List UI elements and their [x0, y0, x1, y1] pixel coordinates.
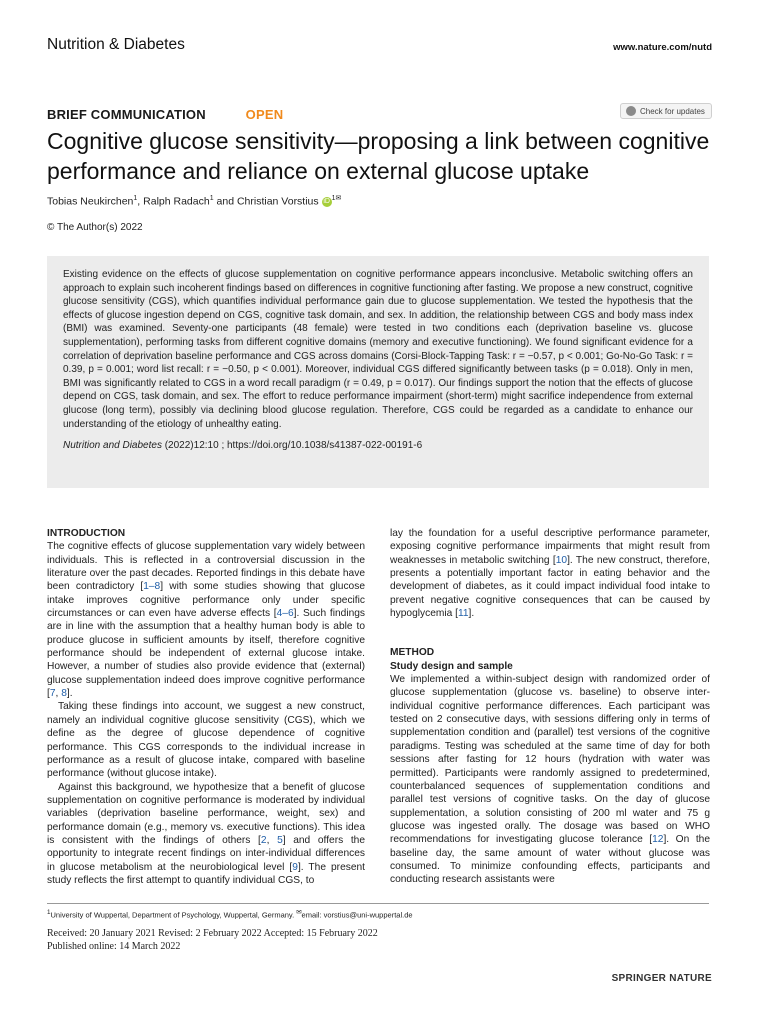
text-span: ] with some studies showing that glucose intake improves cognitive performance only under specific circumstances or can even have adverse effects [	[47, 581, 365, 620]
article-title: Cognitive glucose sensitivity—proposing a link between cognitive performance and reliance on external glucose uptake	[47, 128, 710, 184]
affiliation-marker: 1	[209, 195, 214, 202]
citation-line	[63, 440, 693, 451]
reference-link[interactable]: 10	[555, 554, 568, 566]
left-column	[47, 527, 365, 887]
article-dates	[47, 927, 378, 953]
citation-doi[interactable]: (2022)12:10 ; https://doi.org/10.1038/s41387-022-00191-6	[161, 440, 423, 452]
paragraph: Taking these findings into account, we suggest a new construct, namely an individual cognitive glucose sensitivity (CGS), which we define as the degree of glucose dependence of cognitive performance. This CGS corresponds to the individual increase in performance as a result of glucose intake, compared with baseline performance (without glucose intake).	[47, 701, 365, 780]
reference-link[interactable]: 8	[61, 688, 67, 700]
citation-journal: Nutrition and Diabetes	[63, 440, 162, 452]
footnote-divider	[47, 903, 709, 904]
text-span: ,	[55, 688, 62, 700]
received-dates: Received: 20 January 2021 Revised: 2 February 2022 Accepted: 15 February 2022	[47, 928, 378, 939]
text-span: ].	[66, 688, 73, 700]
text-span: We implemented a within-subject design with randomized order of glucose supplementation (glucose vs. baseline) to observe inter-individual cognitive performance differences. Each participant was tested on 2 consecutive days, with sessions differing only in terms of supplementation condition and (parallel) test versions of the cognitive paradigms. Testing was scheduled at the same time of day for both sessions after fasting for 12 hours (hydration with water was permitted). Participants were randomly assigned to predetermined, counterbalanced sequences of supplementation conditions and parallel test versions of cognitive tasks. On the day of glucose supplementation, a solution consisting of 200 ml water and 75 g glucose was ingested orally. The dosage was based on WHO recommendations for investigating glucose tolerance [	[390, 674, 710, 846]
orcid-icon[interactable]: iD	[323, 197, 330, 205]
author-list	[47, 194, 341, 208]
affiliation-footnote	[47, 909, 413, 920]
abstract-box	[47, 256, 709, 488]
affiliation-marker: 1	[133, 195, 138, 202]
section-heading-introduction: INTRODUCTION	[47, 528, 126, 539]
reference-link[interactable]: 11	[457, 608, 469, 620]
reference-link[interactable]: 5	[277, 834, 283, 846]
open-access-badge: OPEN	[245, 107, 284, 122]
affiliation-marker: 1✉	[331, 195, 342, 202]
text-span: ]. The new construct, therefore, presents a potentially important factor in eating behavior and the development of diabetes, as it could impact individual food intake to prevent negative cognitive consequences that can be caused by hypoglycemia [	[390, 554, 710, 620]
affiliation-marker: 1	[47, 909, 51, 916]
reference-link[interactable]: 4–6	[276, 608, 294, 620]
author-name[interactable]: Ralph Radach	[143, 195, 210, 208]
paragraph	[47, 781, 365, 888]
published-date: Published online: 14 March 2022	[47, 941, 181, 952]
text-span: ] and offers the opportunity to integrate recent findings on inter-individual differences in glucose metabolism at the neurobiological level [	[47, 834, 365, 873]
refresh-icon	[626, 106, 636, 116]
reference-link[interactable]: 1–8	[143, 581, 161, 593]
publisher-logo: SPRINGER NATURE	[611, 973, 712, 984]
author-separator: ,	[137, 195, 144, 208]
check-for-updates-label: Check for updates	[640, 106, 705, 116]
text-span: ]. The present study reflects the first attempt to quantify individual CGS, to	[47, 861, 365, 886]
right-column	[390, 527, 710, 887]
journal-name: Nutrition & Diabetes	[47, 36, 185, 53]
abstract-text: Existing evidence on the effects of glucose supplementation on cognitive performance appears inconclusive. Metabolic switching offers an approach to explain such incoherent findings based on differences in cognitive functioning after fasting. We propose a new construct, cognitive glucose sensitivity (CGS), which quantifies individual performance gain due to glucose supplementation. We tested the hypothesis that the effects of glucose ingestion depend on CGS, cognitive task domain, and sex. In addition, the relationship between CGS and body mass index (BMI) was examined. Seventy-one participants (48 female) were tested in two conditions each (deprivation baseline vs. glucose supplementation), performing tasks from different cognitive domains (memory and executive functioning). We found significant evidence for a correlation of deprivation baseline performance and CGS across domains (Corsi-Block-Tapping Task: r = −0.57, p < 0.001; Go-No-Go Task: r = 0.39, p = 0.001; word list recall: r = −0.50, p < 0.001). Moreover, individual CGS differed significantly between tasks (p = 0.018). Only in men, BMI was significantly related to CGS in a word recall paradigm (r = 0.49, p = 0.017). Our findings support the notion that the effects of glucose depend on CGS, task domain, and sex. The effort to reduce performance impairment (short-term) might sacrifice independence from external glucose (long term), possibly via declining blood glucose regulation. Therefore, CGS could be regarded as a candidate to enhance our understanding of the etiology of unhealthy eating.	[63, 269, 693, 430]
article-type-row	[47, 107, 283, 122]
copyright-notice: © The Author(s) 2022	[47, 222, 143, 233]
check-for-updates-button[interactable]	[620, 103, 712, 119]
section-heading-method: METHOD	[390, 647, 435, 659]
paragraph	[390, 527, 710, 620]
envelope-icon: ✉	[296, 909, 302, 916]
reference-link[interactable]: 7	[49, 688, 56, 700]
text-span: ]. On the baseline day, the same amount of water without glucose was consumed. To minimize confounding effects, participants and conducting research assistants were	[390, 834, 710, 886]
author-name[interactable]: Christian Vorstius	[236, 195, 319, 208]
paragraph	[390, 673, 710, 887]
text-span: ,	[266, 834, 278, 846]
affiliation-text: University of Wuppertal, Department of Psychology, Wuppertal, Germany.	[50, 910, 297, 920]
text-span: ].	[468, 608, 475, 620]
text-span: ]. Such findings are in line with the assumption that a healthy human body is able to produce glucose in sufficient amounts by itself, therefore cognitive performance should be independent of external glucose intake. However, a number of studies also provide evidence that (external) glucose supplementation indeed does improve cognitive performance [	[47, 608, 366, 700]
text-span: lay the foundation for a useful descriptive performance parameter, exposing cognitive performance impairments that might result from weaknesses in metabolic switching [	[390, 528, 710, 566]
email-link[interactable]: email: vorstius@uni-wuppertal.de	[301, 910, 413, 920]
reference-link[interactable]: 9	[292, 861, 298, 873]
journal-url-link[interactable]: www.nature.com/nutd	[613, 42, 712, 53]
subsection-heading: Study design and sample	[390, 660, 513, 672]
paragraph	[47, 540, 365, 700]
article-type: BRIEF COMMUNICATION	[47, 107, 206, 122]
text-span: The cognitive effects of glucose supplementation vary widely between individuals. This is reflected in a controversial discussion in the literature over the past decades. Reported findings in this debate have been contradictory [	[47, 541, 365, 593]
author-separator: and	[213, 195, 237, 208]
author-name[interactable]: Tobias Neukirchen	[47, 195, 134, 208]
reference-link[interactable]: 2	[260, 834, 267, 846]
reference-link[interactable]: 12	[652, 834, 664, 846]
text-span: Against this background, we hypothesize that a benefit of glucose supplementation on cognitive performance is moderated by individual variables (deprivation baseline performance, weight, sex) and performance domain (e.g., memory vs. executive functions). This idea is consistent with the findings of others [	[47, 781, 365, 846]
